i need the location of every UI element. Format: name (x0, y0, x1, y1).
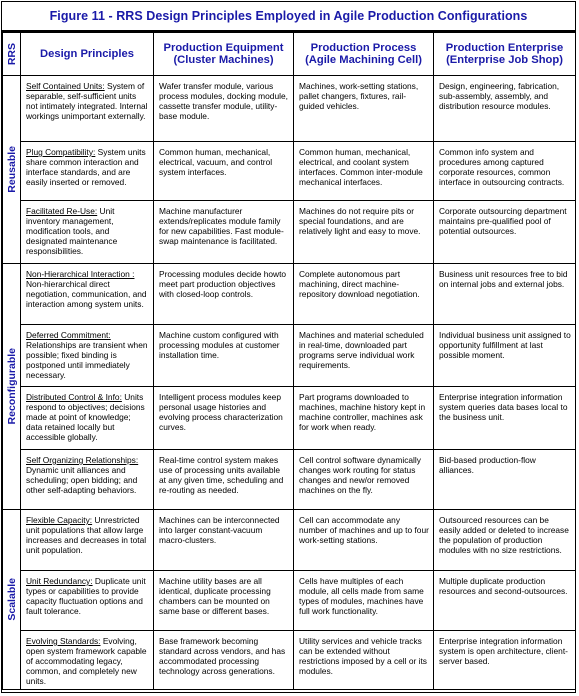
category-scalable: Scalable (3, 510, 21, 690)
equipment-cell: Machine custom configured with processing modules at customer installation time. (154, 325, 294, 387)
table-row (3, 450, 576, 510)
principle-text: Unit inventory management, modification tools, and designated maintenance responsibilities. (26, 206, 118, 256)
equipment-cell: Base framework becoming standard across vendors, and has accommodated processing technology across generations. (154, 631, 294, 690)
principle-title: Evolving Standards: (26, 636, 101, 646)
principle-cell (21, 76, 154, 142)
category-reconfigurable: Reconfigurable (3, 264, 21, 510)
equipment-cell: Machines can be interconnected into larger constant-vacuum macro-clusters. (154, 510, 294, 571)
enterprise-cell: Design, engineering, fabrication, sub-assembly, assembly, and distribution resource modules. (434, 76, 576, 142)
header-rrs: RRS (3, 33, 21, 76)
principle-title: Self Contained Units: (26, 81, 105, 91)
principle-cell (21, 571, 154, 631)
principle-title: Unit Redundancy: (26, 576, 93, 586)
process-cell: Part programs downloaded to machines, machine history kept in machine controller, machines ask for work when ready. (294, 387, 434, 450)
table-row (3, 201, 576, 264)
table-row (3, 510, 576, 571)
principle-text: Unrestricted unit populations that allow large increases and decreases in total unit population. (26, 515, 147, 555)
principle-title: Deferred Commitment: (26, 330, 111, 340)
table-row (3, 142, 576, 201)
header-production-enterprise: Production Enterprise (Enterprise Job Shop) (434, 33, 576, 76)
principles-table (2, 32, 576, 690)
enterprise-cell: Individual business unit assigned to opportunity fulfillment at last possible moment. (434, 325, 576, 387)
equipment-cell: Intelligent process modules keep personal usage histories and evolving process characterization curves. (154, 387, 294, 450)
principle-cell (21, 142, 154, 201)
table-row (3, 387, 576, 450)
process-cell: Machines and material scheduled in real-time, downloaded part programs serve individual work requirements. (294, 325, 434, 387)
process-cell: Utility services and vehicle tracks can be extended without restrictions imposed by a cell or its modules. (294, 631, 434, 690)
principle-cell (21, 450, 154, 510)
enterprise-cell: Outsourced resources can be easily added or deleted to increase the population of production modules with no size restrictions. (434, 510, 576, 571)
equipment-cell: Wafer transfer module, various process modules, docking module, cassette transfer module, utility-base module. (154, 76, 294, 142)
process-cell: Machines, work-setting stations, pallet changers, fixtures, rail-guided vehicles. (294, 76, 434, 142)
table-row (3, 264, 576, 325)
principle-cell (21, 631, 154, 690)
principle-text: Evolving, open system framework capable of accommodating legacy, common, and completely new units. (26, 636, 147, 686)
enterprise-cell: Enterprise integration information system queries data bases local to the business unit. (434, 387, 576, 450)
principle-title: Facilitated Re-Use: (26, 206, 98, 216)
enterprise-cell: Corporate outsourcing department maintains pre-qualified pool of potential outsources. (434, 201, 576, 264)
principle-text: Units respond to objectives; decisions made at point of knowledge; data retained locally but accessible globally. (26, 392, 145, 442)
principle-cell (21, 325, 154, 387)
process-cell: Complete autonomous part machining, direct machine-repository download negotiation. (294, 264, 434, 325)
table-row (3, 325, 576, 387)
process-cell: Cell control software dynamically changes work routing for status changes and new/or removed machines on the fly. (294, 450, 434, 510)
header-row (3, 33, 576, 76)
process-cell: Common human, mechanical, electrical, and coolant system interfaces. Common inter-module mechanical interfaces. (294, 142, 434, 201)
equipment-cell: Real-time control system makes use of processing units available at any given time, scheduling and re-routing as needed. (154, 450, 294, 510)
principle-cell (21, 264, 154, 325)
principle-text: Relationships are transient when possible; fixed binding is postponed until immediately necessary. (26, 340, 148, 380)
principle-text: Non-hierarchical direct negotiation, communication, and interaction among system units. (26, 279, 147, 309)
process-cell: Cells have multiples of each module, all cells made from same types of modules, machines have full work functionality. (294, 571, 434, 631)
enterprise-cell: Common info system and procedures among captured corporate resources, common interface in outsourcing contracts. (434, 142, 576, 201)
enterprise-cell: Bid-based production-flow alliances. (434, 450, 576, 510)
header-production-equipment: Production Equipment (Cluster Machines) (154, 33, 294, 76)
principle-text: System of separable, self-sufficient units not intimately integrated. Internal workings unimportant externally. (26, 81, 148, 121)
enterprise-cell: Business unit resources free to bid on internal jobs and external jobs. (434, 264, 576, 325)
principle-cell (21, 387, 154, 450)
principle-text: Duplicate unit types or capabilities to provide capacity fluctuation options and fault tolerance. (26, 576, 146, 616)
principle-title: Distributed Control & Info: (26, 392, 122, 402)
equipment-cell: Machine utility bases are all identical, duplicate processing chambers can be mounted on same base or different bases. (154, 571, 294, 631)
category-reusable: Reusable (3, 76, 21, 264)
process-cell: Cell can accommodate any number of machines and up to four work-setting stations. (294, 510, 434, 571)
principle-title: Self Organizing Relationships: (26, 455, 139, 465)
principle-text: Dynamic unit alliances and scheduling; open bidding; and other self-adapting behaviors. (26, 465, 138, 495)
principle-title: Flexible Capacity: (26, 515, 93, 525)
principle-text: System units share common interaction and interface standards, and are easily inserted or removed. (26, 147, 146, 187)
equipment-cell: Machine manufacturer extends/replicates module family for new capabilities. Fast module-swap maintenance is facilitated. (154, 201, 294, 264)
figure-title: Figure 11 - RRS Design Principles Employed in Agile Production Configurations (2, 2, 575, 32)
table-row (3, 631, 576, 690)
table-row (3, 571, 576, 631)
principle-title: Non-Hierarchical Interaction : (26, 269, 135, 279)
principle-title: Plug Compatibility: (26, 147, 96, 157)
process-cell: Machines do not require pits or special foundations, and are relatively light and easy to move. (294, 201, 434, 264)
table-row (3, 76, 576, 142)
enterprise-cell: Enterprise integration information system is open architecture, client-server based. (434, 631, 576, 690)
header-design-principles: Design Principles (21, 33, 154, 76)
enterprise-cell: Multiple duplicate production resources and second-outsources. (434, 571, 576, 631)
equipment-cell: Common human, mechanical, electrical, vacuum, and control system interfaces. (154, 142, 294, 201)
principle-cell (21, 201, 154, 264)
header-production-process: Production Process (Agile Machining Cell) (294, 33, 434, 76)
figure-frame (1, 1, 576, 693)
principle-cell (21, 510, 154, 571)
equipment-cell: Processing modules decide howto meet part production objectives with closed-loop controls. (154, 264, 294, 325)
